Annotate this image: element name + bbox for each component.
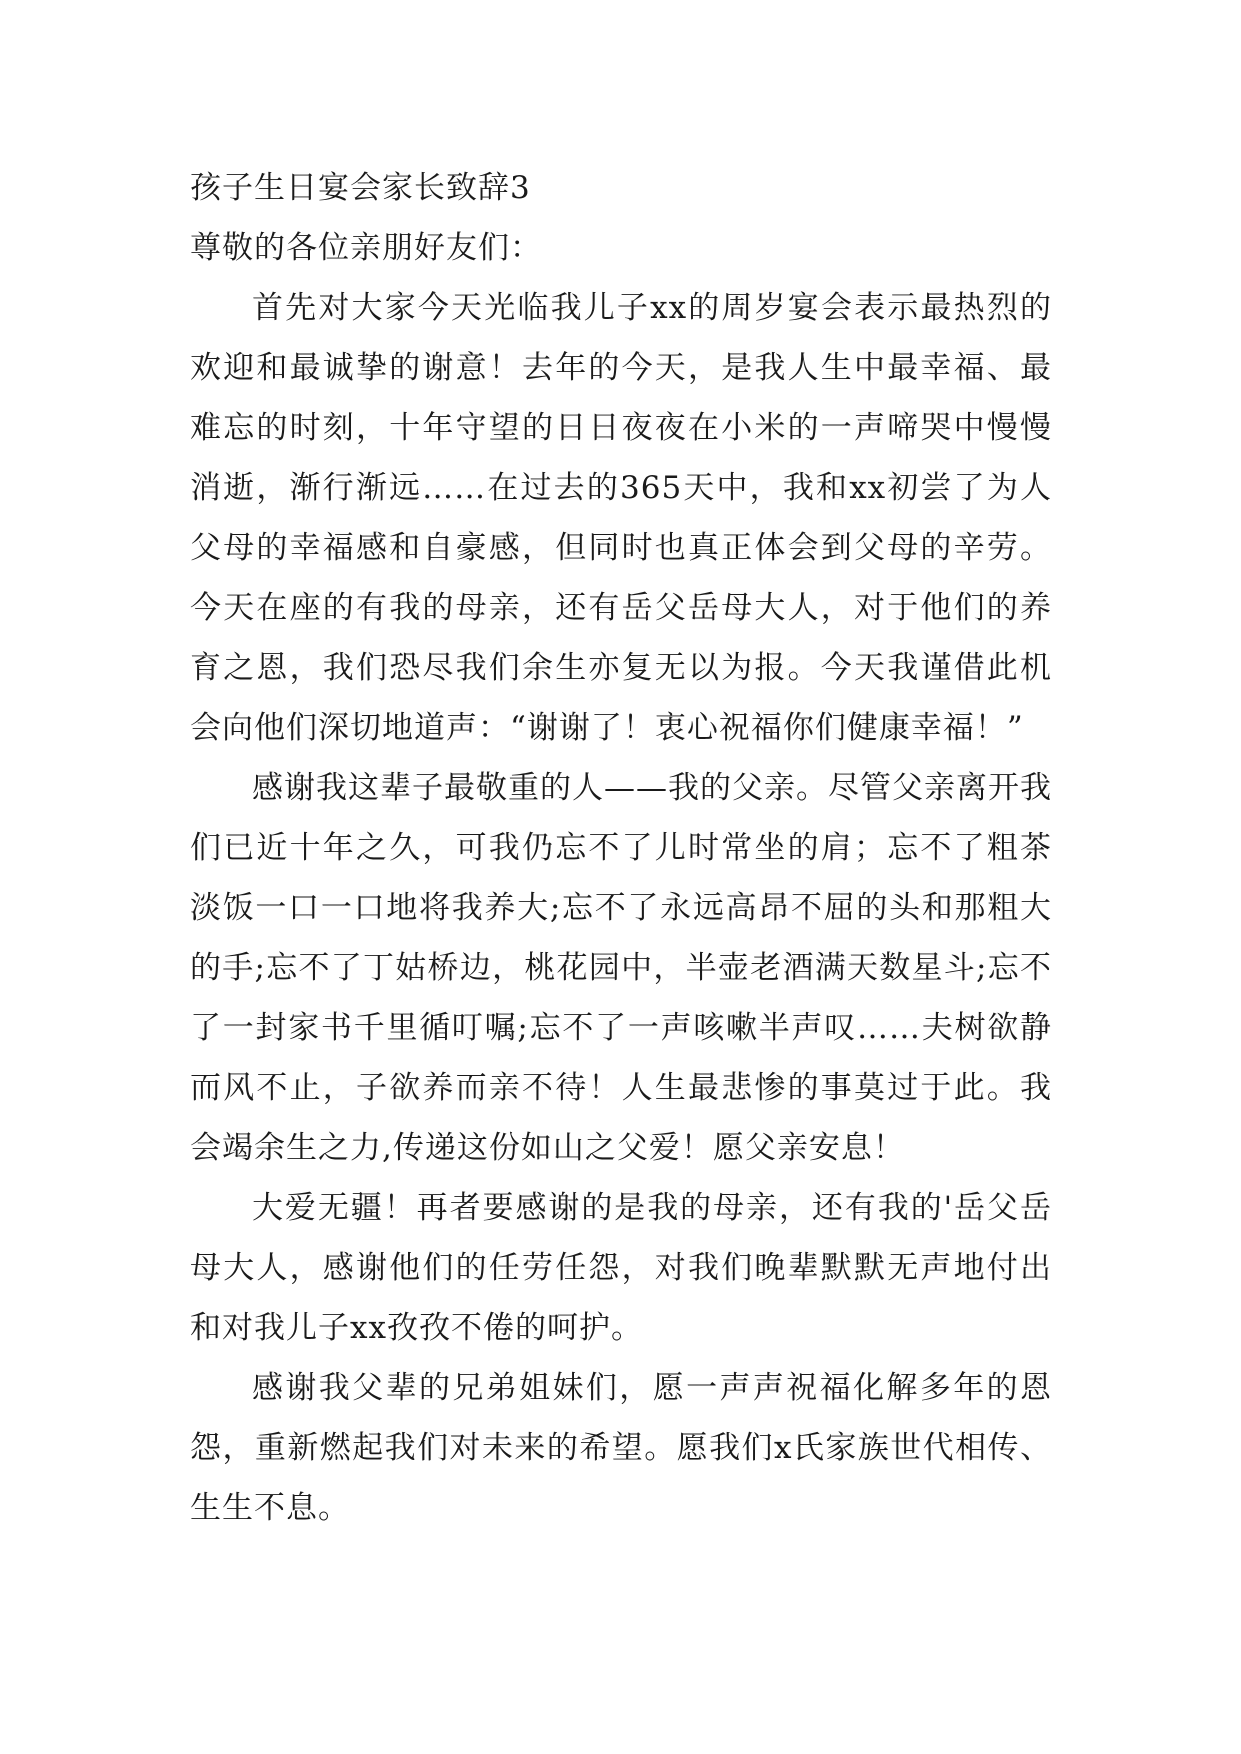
paragraph-1: 首先对大家今天光临我儿子xx的周岁宴会表示最热烈的欢迎和最诚挚的谢意！去年的今天，是我人生中最幸福、最难忘的时刻，十年守望的日日夜夜在小米的一声啼哭中慢慢消逝，渐行渐远……在过去的365天中，我和xx初尝了为人父母的幸福感和自豪感，但同时也真正体会到父母的辛劳。今天在座的有我的母亲，还有岳父岳母大人，对于他们的养育之恩，我们恐尽我们余生亦复无以为报。今天我谨借此机会向他们深切地道声：“谢谢了！衷心祝福你们健康幸福！” — [190, 290, 1052, 746]
paragraph-4: 感谢我父辈的兄弟姐妹们，愿一声声祝福化解多年的恩怨，重新燃起我们对未来的希望。愿我们x氏家族世代相传、生生不息。 — [190, 1370, 1052, 1526]
document-title: 孩子生日宴会家长致辞3 — [190, 170, 531, 206]
paragraph-3: 大爱无疆！再者要感谢的是我的母亲，还有我的'岳父岳母大人，感谢他们的任劳任怨，对我们晚辈默默无声地付出和对我儿子xx孜孜不倦的呵护。 — [190, 1190, 1052, 1346]
greeting-line: 尊敬的各位亲朋好友们： — [190, 230, 542, 266]
paragraph-2: 感谢我这辈子最敬重的人——我的父亲。尽管父亲离开我们已近十年之久，可我仍忘不了儿时常坐的肩；忘不了粗茶淡饭一口一口地将我养大;忘不了永远高昂不屈的头和那粗大的手;忘不了丁姑桥边，桃花园中，半壶老酒满天数星斗;忘不了一封家书千里循叮嘱;忘不了一声咳嗽半声叹……夫树欲静而风不止，子欲养而亲不待！人生最悲惨的事莫过于此。我会竭余生之力,传递这份如山之父爱！愿父亲安息！ — [190, 770, 1052, 1166]
document-body — [190, 158, 1052, 1538]
